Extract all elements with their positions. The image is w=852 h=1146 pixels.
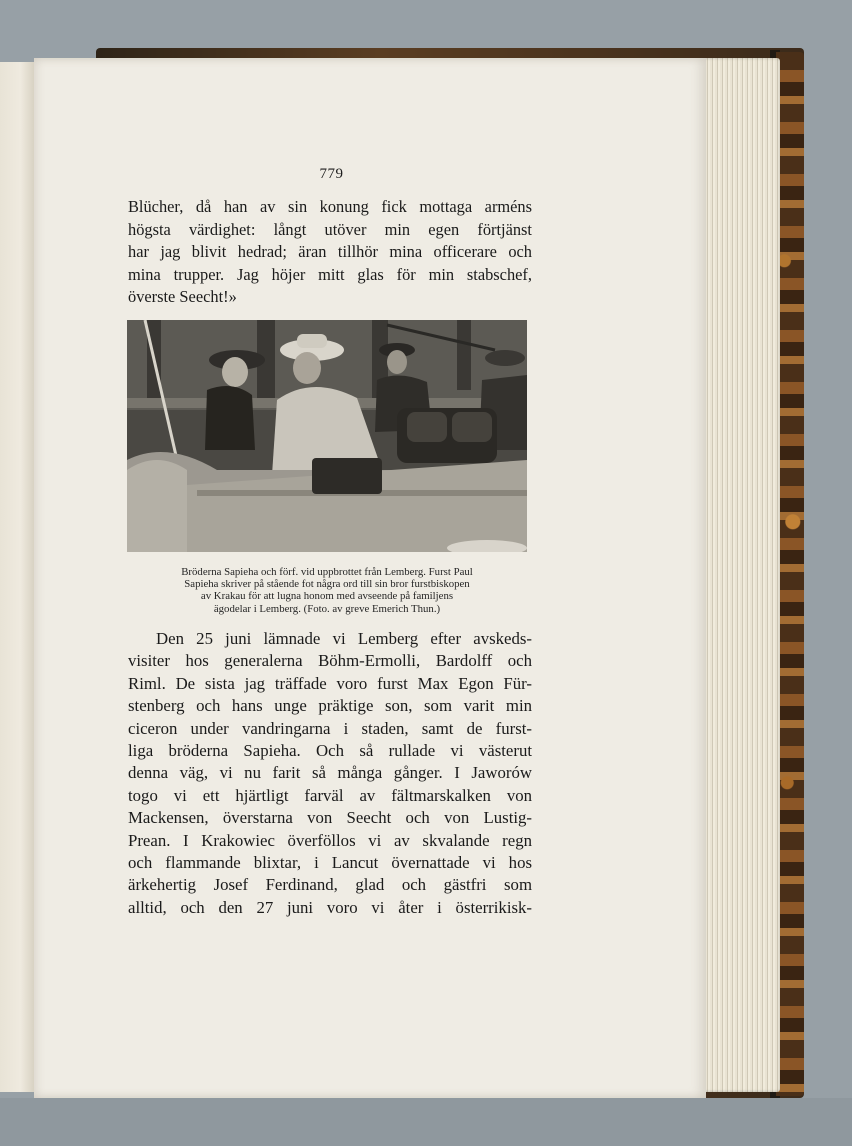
left-facing-page — [0, 62, 35, 1092]
text-line: överste Seecht!» — [128, 287, 237, 306]
text-line: har jag blivit hedrad; äran tillhör mina officerare och — [128, 242, 532, 261]
text-line: Blücher, då han av sin konung fick mottaga arméns — [128, 197, 532, 216]
text-line: mina trupper. Jag höjer mitt glas för min stabschef, — [128, 264, 532, 284]
text-line: Mackensen, överstarna von Seecht och von Lustig- — [128, 808, 532, 828]
text-line: stenberg och hans unge präktige son, som varit min — [128, 696, 532, 716]
photograph-car-scene — [127, 320, 527, 552]
text-line: högsta värdighet: långt utöver min egen förtjänst — [128, 219, 532, 239]
marbled-cover-edge — [776, 52, 804, 1096]
caption-line: Sapieha skriver på stående fot några ord till sin bror furstbiskopen — [184, 578, 470, 591]
text-line: ciceron under vandringarna i staden, samt de furst- — [128, 718, 532, 738]
text-line: ärkehertig Josef Ferdinand, glad och gästfri som — [128, 875, 532, 895]
book-page — [34, 58, 706, 1098]
text-line: alltid, och den 27 juni voro vi åter i österrikisk- — [128, 897, 532, 917]
photograph-illustration — [127, 320, 527, 552]
caption-line: Bröderna Sapieha och förf. vid uppbrottet från Lemberg. Furst Paul — [181, 566, 473, 578]
text-line: liga bröderna Sapieha. Och så rullade vi västerut — [128, 741, 532, 761]
caption-line: ägodelar i Lemberg. (Foto. av greve Emerich Thun.) — [213, 602, 441, 615]
photo-caption — [126, 566, 528, 615]
text-line: Prean. I Krakowiec överföllos vi av skvalande regn — [128, 830, 532, 850]
text-line: denna väg, vi nu farit så många gånger. I Jaworów — [128, 763, 532, 783]
text-line: Riml. De sista jag träffade voro furst Max Egon Für- — [128, 673, 532, 693]
caption-line: av Krakau för att lugna honom med avseende på familjens — [200, 590, 454, 603]
text-line: visiter hos generalerna Böhm-Ermolli, Bardolff och — [128, 651, 532, 671]
page-block-edges — [700, 58, 780, 1092]
text-line: togo vi ett hjärtligt farväl av fältmarskalken von — [128, 785, 532, 805]
paragraph-continuation — [128, 196, 532, 309]
text-line: och flammande blixtar, i Lancut övernattade vi hos — [128, 853, 532, 873]
paragraph-main — [128, 628, 532, 919]
text-line: Den 25 juni lämnade vi Lemberg efter avskeds- — [156, 629, 532, 648]
table-surface — [0, 1098, 852, 1146]
page-number: 779 — [319, 166, 344, 182]
